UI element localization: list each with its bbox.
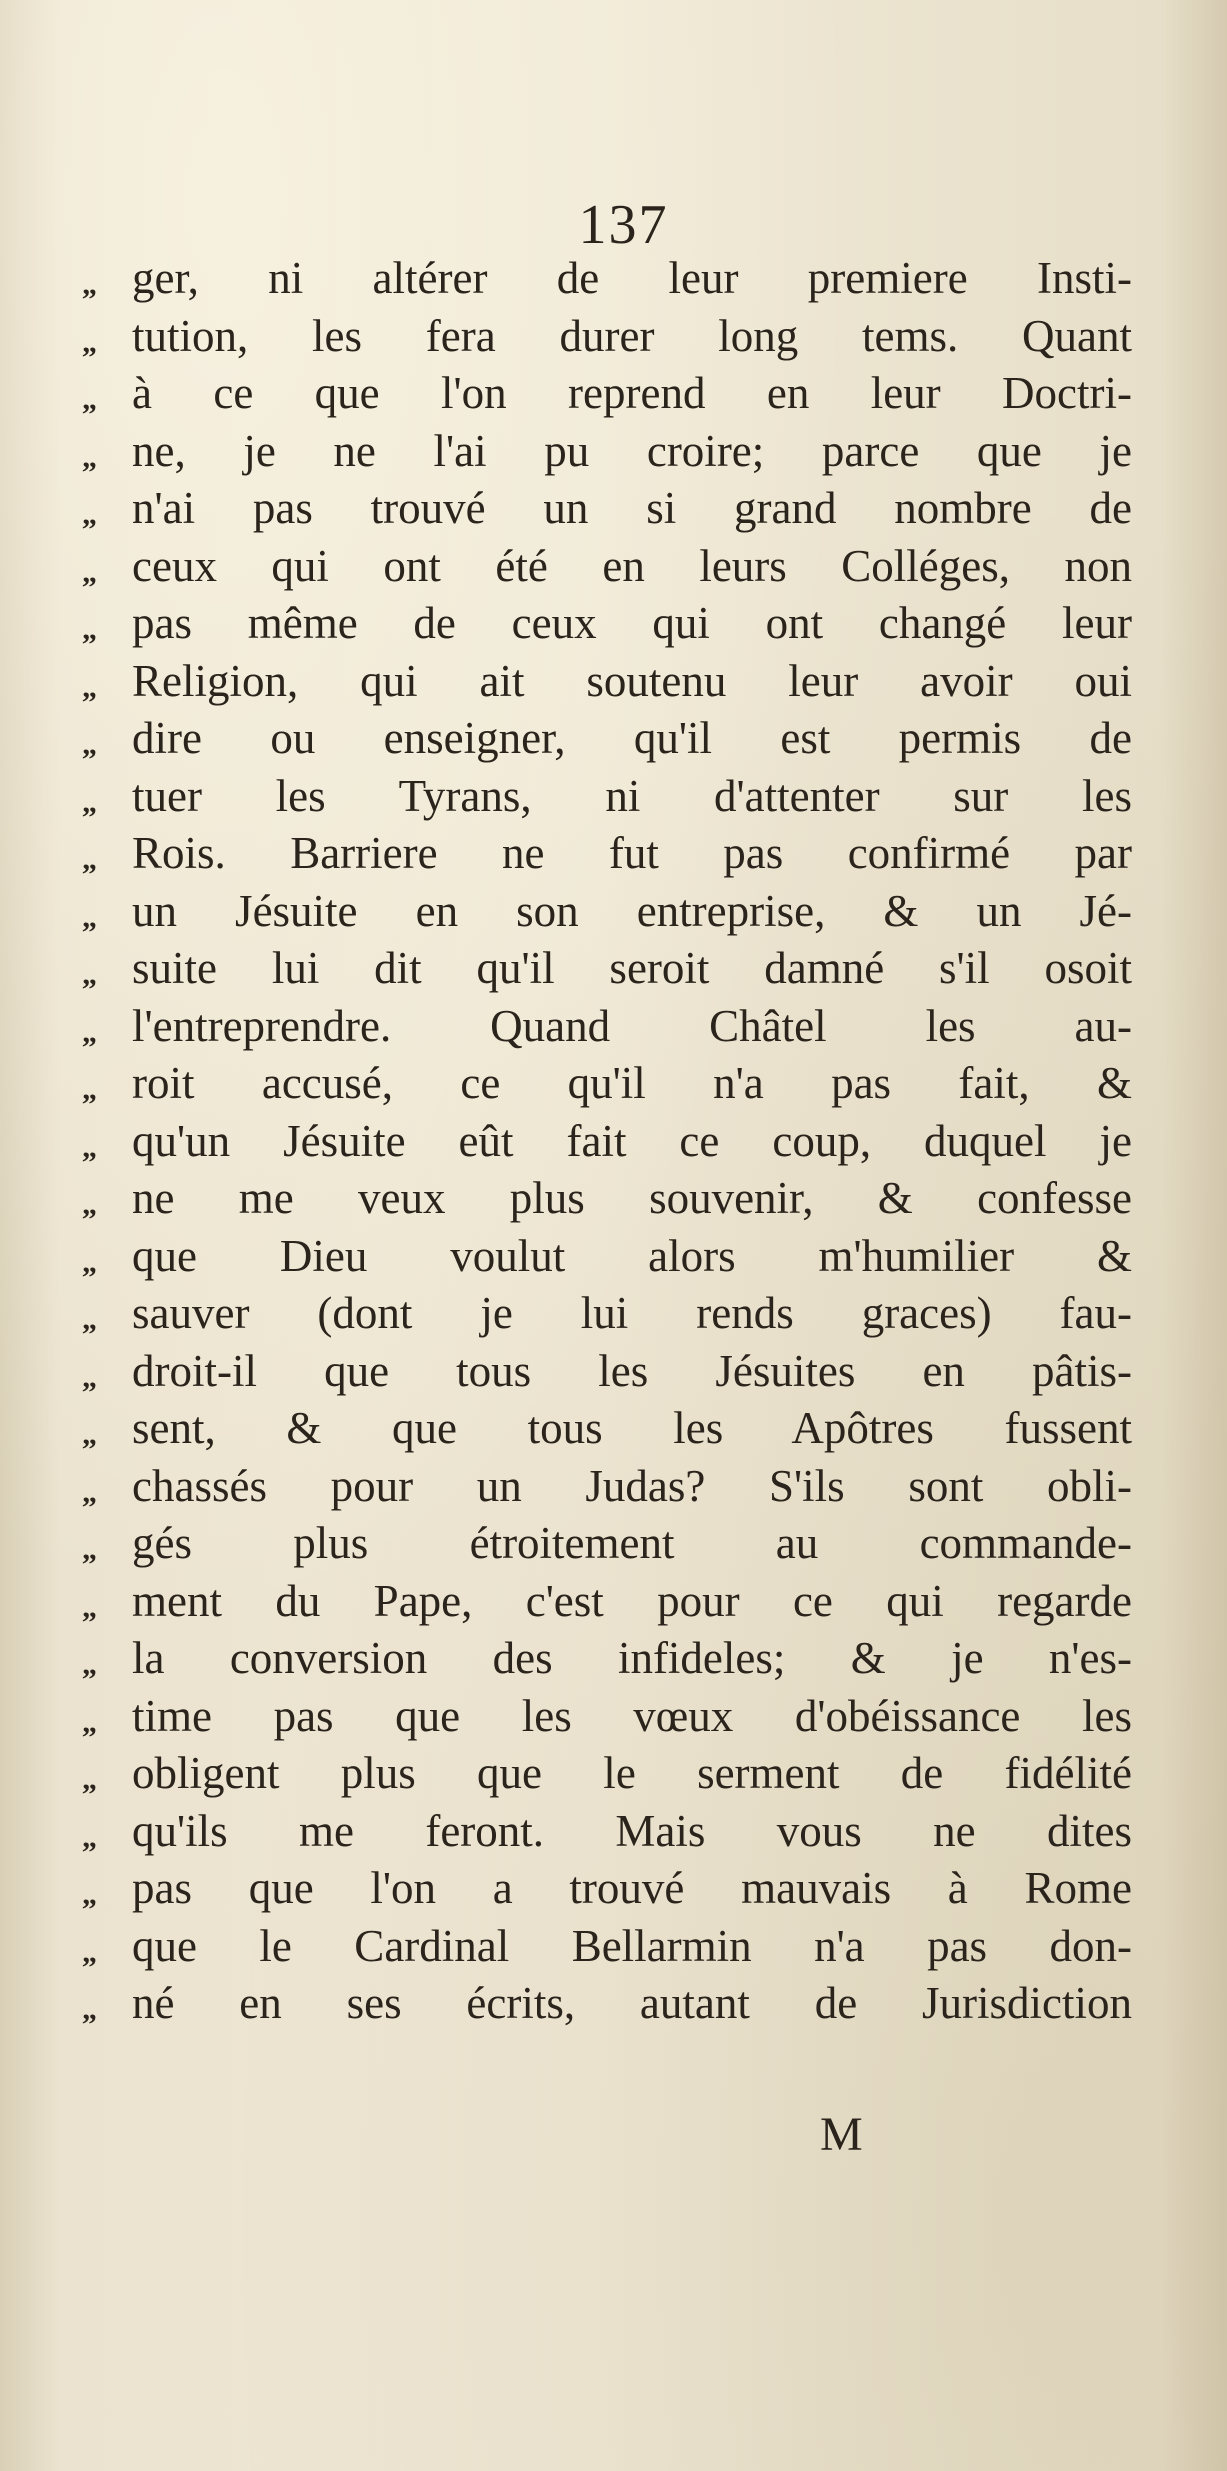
quote-marker: „	[82, 958, 97, 991]
line-text: pas même de ceux qui ont changé leur	[132, 598, 1132, 648]
page-number: 137	[578, 194, 669, 256]
quote-marker: „	[82, 1360, 97, 1394]
line-text: ne, je ne l'ai pu croire; parce que je	[132, 425, 1132, 476]
text-line	[82, 1918, 1132, 1976]
line-text: tution, les fera durer long tems. Quant	[132, 310, 1132, 361]
line-text: ceux qui ont été en leurs Colléges, non	[132, 540, 1132, 591]
quote-marker: „	[82, 1015, 97, 1049]
line-text: qu'ils me feront. Mais vous ne dites	[132, 1805, 1132, 1856]
text-line	[82, 940, 1132, 998]
text-line	[82, 653, 1132, 711]
line-text: time pas que les vœux d'obéissance les	[132, 1690, 1132, 1741]
text-line	[82, 423, 1132, 481]
line-text: droit-il que tous les Jésuites en pâtis-	[132, 1345, 1132, 1396]
quote-marker: „	[82, 440, 97, 474]
quote-marker: „	[82, 1533, 97, 1566]
text-line	[82, 1803, 1132, 1861]
quote-marker: „	[82, 613, 97, 646]
quote-marker: „	[82, 900, 97, 934]
line-text: dire ou enseigner, qu'il est permis de	[132, 713, 1132, 763]
text-line	[82, 1515, 1132, 1573]
text-line	[82, 1573, 1132, 1631]
quote-marker: „	[82, 728, 97, 761]
text-line	[82, 710, 1132, 768]
quote-marker: „	[82, 1705, 97, 1739]
line-text: sauver (dont je lui rends graces) fau-	[132, 1288, 1132, 1338]
line-text: que Dieu voulut alors m'humilier &	[132, 1230, 1132, 1281]
signature-mark: M	[820, 2108, 863, 2161]
page-header	[0, 195, 1227, 255]
line-text: n'ai pas trouvé un si grand nombre de	[132, 483, 1132, 533]
quote-marker: „	[82, 1303, 97, 1336]
quote-marker: „	[82, 498, 97, 531]
line-text: Rois. Barriere ne fut pas confirmé par	[132, 828, 1132, 878]
line-text: l'entreprendre. Quand Châtel les au-	[132, 1000, 1132, 1051]
text-line	[82, 1745, 1132, 1803]
text-line	[82, 1400, 1132, 1458]
line-text: ger, ni altérer de leur premiere Insti-	[132, 253, 1132, 303]
line-text: suite lui dit qu'il seroit damné s'il osoit	[132, 943, 1132, 993]
text-line	[82, 1113, 1132, 1171]
quote-marker: „	[82, 1073, 97, 1106]
line-text: à ce que l'on reprend en leur Doctri-	[132, 368, 1132, 418]
text-line	[82, 1688, 1132, 1746]
quote-marker: „	[82, 555, 97, 589]
quote-marker: „	[82, 1475, 97, 1509]
line-text: ne me veux plus souvenir, & confesse	[132, 1173, 1132, 1223]
line-text: chassés pour un Judas? S'ils sont obli-	[132, 1460, 1132, 1511]
quote-marker: „	[82, 843, 97, 876]
text-line	[82, 1055, 1132, 1113]
quote-marker: „	[82, 1130, 97, 1164]
text-line	[82, 308, 1132, 366]
quote-marker: „	[82, 1820, 97, 1854]
text-line	[82, 825, 1132, 883]
text-line	[82, 1343, 1132, 1401]
text-line	[82, 1228, 1132, 1286]
line-text: que le Cardinal Bellarmin n'a pas don-	[132, 1920, 1132, 1971]
text-line	[82, 1975, 1132, 2033]
quote-marker: „	[82, 670, 97, 704]
text-line	[82, 1285, 1132, 1343]
line-text: qu'un Jésuite eût fait ce coup, duquel je	[132, 1115, 1132, 1166]
quote-marker: „	[82, 1878, 97, 1911]
text-line	[82, 595, 1132, 653]
text-line	[82, 1458, 1132, 1516]
quote-marker: „	[82, 1763, 97, 1796]
body-text	[82, 250, 1132, 2033]
line-text: obligent plus que le serment de fidélité	[132, 1748, 1132, 1798]
quote-marker: „	[82, 1590, 97, 1624]
quote-marker: „	[82, 268, 97, 301]
quote-marker: „	[82, 1935, 97, 1969]
text-line	[82, 768, 1132, 826]
text-line	[82, 538, 1132, 596]
line-text: Religion, qui ait soutenu leur avoir oui	[132, 655, 1132, 706]
quote-marker: „	[82, 785, 97, 819]
text-line	[82, 250, 1132, 308]
quote-marker: „	[82, 325, 97, 359]
quote-marker: „	[82, 383, 97, 416]
text-line	[82, 1860, 1132, 1918]
line-text: né en ses écrits, autant de Jurisdiction	[132, 1978, 1132, 2028]
line-text: gés plus étroitement au commande-	[132, 1518, 1132, 1568]
line-text: un Jésuite en son entreprise, & un Jé-	[132, 885, 1132, 936]
line-text: ment du Pape, c'est pour ce qui regarde	[132, 1575, 1132, 1626]
line-text: sent, & que tous les Apôtres fussent	[132, 1403, 1132, 1453]
text-line	[82, 480, 1132, 538]
line-text: la conversion des infideles; & je n'es-	[132, 1633, 1132, 1683]
line-text: pas que l'on a trouvé mauvais à Rome	[132, 1863, 1132, 1913]
quote-marker: „	[82, 1418, 97, 1451]
quote-marker: „	[82, 1648, 97, 1681]
quote-marker: „	[82, 1188, 97, 1221]
line-text: tuer les Tyrans, ni d'attenter sur les	[132, 770, 1132, 821]
quote-marker: „	[82, 1245, 97, 1279]
line-text: roit accusé, ce qu'il n'a pas fait, &	[132, 1058, 1132, 1108]
text-line	[82, 365, 1132, 423]
text-line	[82, 998, 1132, 1056]
quote-marker: „	[82, 1993, 97, 2026]
text-line	[82, 1170, 1132, 1228]
text-line	[82, 1630, 1132, 1688]
text-line	[82, 883, 1132, 941]
